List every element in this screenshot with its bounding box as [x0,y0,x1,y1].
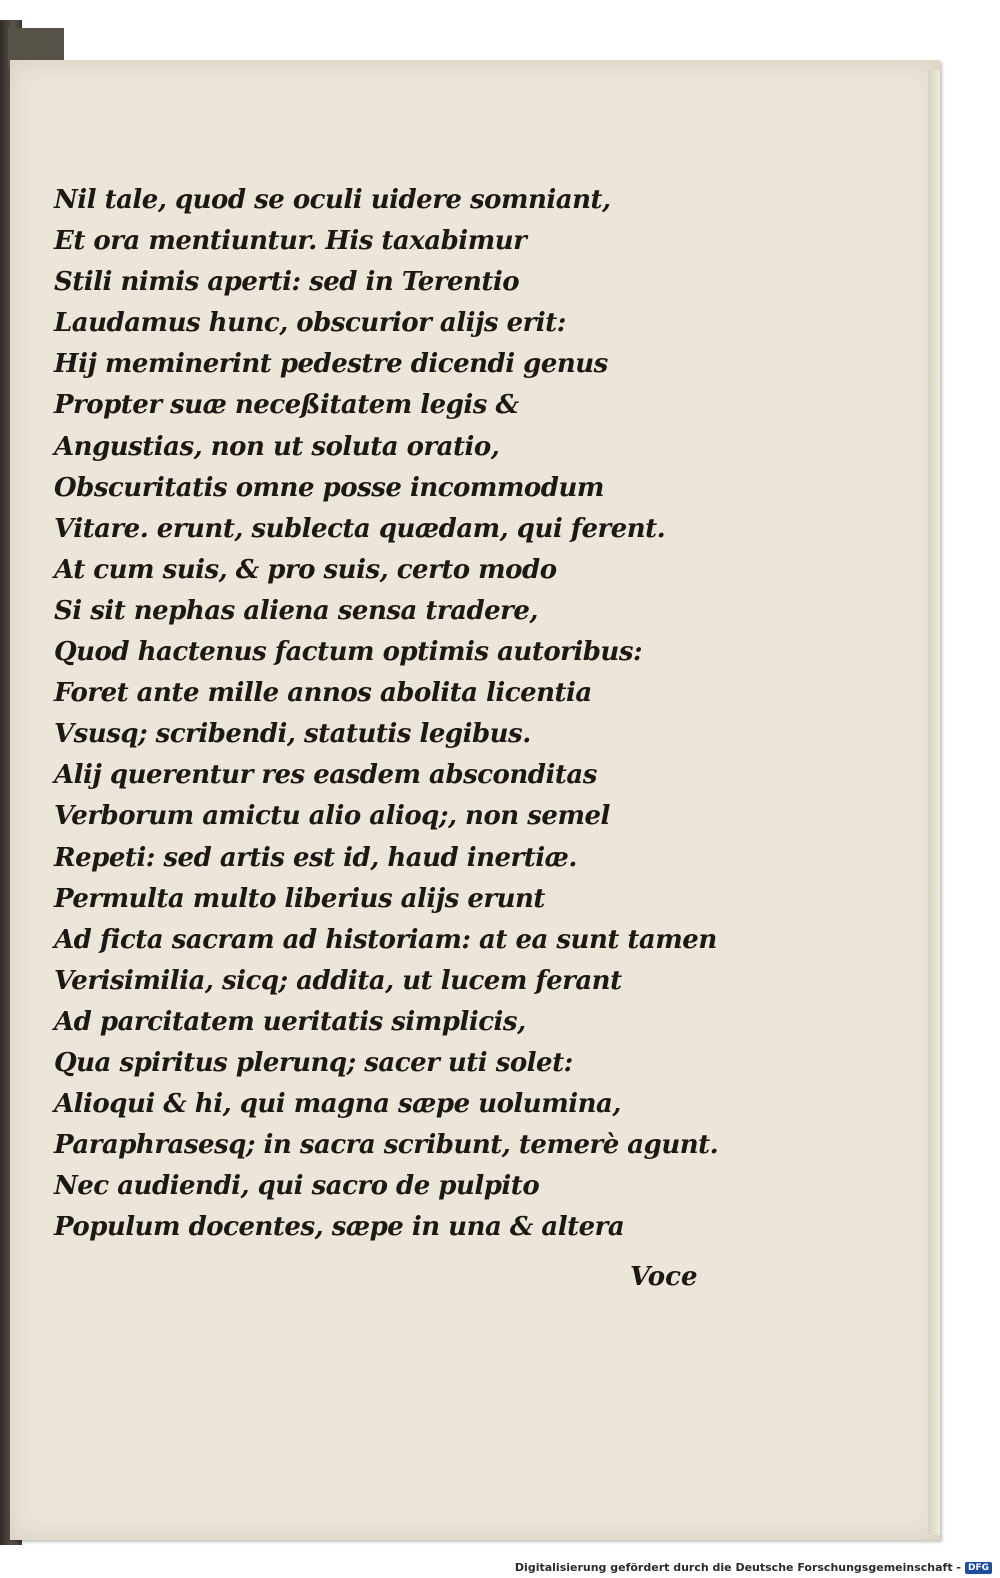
poem-line: Verisimilia, sicq; addita, ut lucem ferant [54,965,622,996]
poem-line: Foret ante mille annos abolita licentia [54,678,592,709]
poem-line: Hij meminerint pedestre dicendi genus [54,349,608,380]
poem-line: Permulta multo liberius alijs erunt [54,883,545,914]
poem-line: Angustias, non ut soluta oratio, [54,431,500,462]
poem-text [54,180,814,1248]
poem-line: Si sit nephas aliena sensa tradere, [54,595,538,626]
dfg-logo-icon: DFG [965,1562,992,1574]
poem-line: Verborum amictu alio alioq;, non semel [54,801,610,832]
poem-line: Nec audiendi, qui sacro de pulpito [54,1171,540,1202]
poem-line: Nil tale, quod se oculi uidere somniant, [54,185,611,215]
poem-line: Stili nimis aperti: sed in Terentio [54,267,520,298]
poem-line: Vsusq; scribendi, statutis legibus. [54,719,531,750]
poem-line: Propter suæ neceßitatem legis & [54,390,519,421]
credit-text: Digitalisierung gefördert durch die Deutsche Forschungsgemeinschaft - [514,1561,961,1574]
poem-line: Ad parcitatem ueritatis simplicis, [54,1006,526,1037]
poem-line: Vitare. erunt, sublecta quædam, qui ferent. [54,513,666,544]
poem-line: Populum docentes, sæpe in una & altera [54,1212,625,1243]
poem-line: Quod hactenus factum optimis autoribus: [54,637,643,668]
digitization-credit [515,1561,992,1574]
poem-line: Laudamus hunc, obscurior alijs erit: [54,308,566,339]
poem-line: Ad ficta sacram ad historiam: at ea sunt tamen [54,924,717,955]
poem-line: Alij querentur res easdem absconditas [54,760,597,791]
poem-line: Obscuritatis omne posse incommodum [54,472,604,503]
poem-line: Repeti: sed artis est id, haud inertiæ. [54,842,577,873]
catchword: Voce [630,1262,698,1292]
poem-line: At cum suis, & pro suis, certo modo [54,554,557,585]
poem-line: Paraphrasesq; in sacra scribunt, temerè agunt. [54,1130,719,1161]
poem-line: Alioqui & hi, qui magna sæpe uolumina, [54,1089,621,1120]
page-edge [928,70,940,1535]
poem-line: Et ora mentiuntur. His taxabimur [54,226,527,257]
poem-line: Qua spiritus plerunq; sacer uti solet: [54,1047,573,1078]
